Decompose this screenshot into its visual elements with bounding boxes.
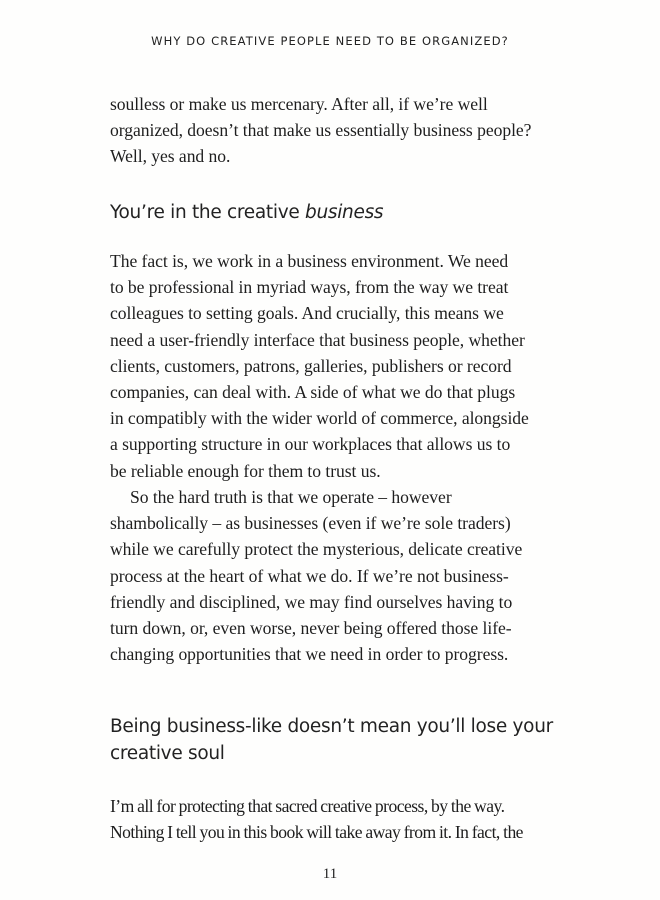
page-number: 11 [322,866,338,882]
text-line: in compatibly with the wider world of commerce, alongside [110,408,529,429]
text-line: to be professional in myriad ways, from the way we treat [110,277,509,298]
text-line: colleagues to setting goals. And crucially, this means we [110,303,504,324]
paragraph-business-environment [110,248,554,484]
text-line: clients, customers, patrons, galleries, publishers or record [110,355,512,376]
paragraph-continuation [110,91,554,170]
text-line: organized, doesn’t that make us essentially business people? [110,120,532,141]
section-heading-creative-business [110,199,570,226]
text-line: Well, yes and no. [110,146,231,167]
section-heading-creative-soul [110,713,570,767]
running-head: WHY DO CREATIVE PEOPLE NEED TO BE ORGANIZED? [151,34,509,48]
heading-line: creative soul [110,743,225,764]
text-line: turn down, or, even worse, never being offered those life- [110,618,512,639]
text-line: friendly and disciplined, we may find ourselves having to [110,591,513,612]
text-line: be reliable enough for them to trust us. [110,460,381,481]
paragraph-hard-truth [110,484,554,667]
heading-emphasis: business [305,202,384,223]
text-line: while we carefully protect the mysterious, delicate creative [110,539,523,560]
text-line: Nothing I tell you in this book will take away from it. In fact, the [110,822,523,843]
text-line: The fact is, we work in a business environment. We need [110,251,509,271]
text-line: So the hard truth is that we operate – however [130,487,452,507]
text-line: changing opportunities that we need in order to progress. [110,644,509,665]
heading-line: Being business-like doesn’t mean you’ll lose your [110,716,553,737]
heading-text: You’re in the creative [110,202,306,223]
text-line: soulless or make us mercenary. After all, if we’re well [110,94,488,114]
text-line: companies, can deal with. A side of what we do that plugs [110,382,516,403]
text-line: a supporting structure in our workplaces that allows us to [110,434,511,455]
text-line: I’m all for protecting that sacred creative process, by the way. [110,796,505,816]
text-line: process at the heart of what we do. If we’re not business- [110,565,509,586]
text-line: need a user-friendly interface that business people, whether [110,329,525,350]
paragraph-sacred-process [110,793,554,845]
text-line: shambolically – as businesses (even if we’re sole traders) [110,513,511,534]
